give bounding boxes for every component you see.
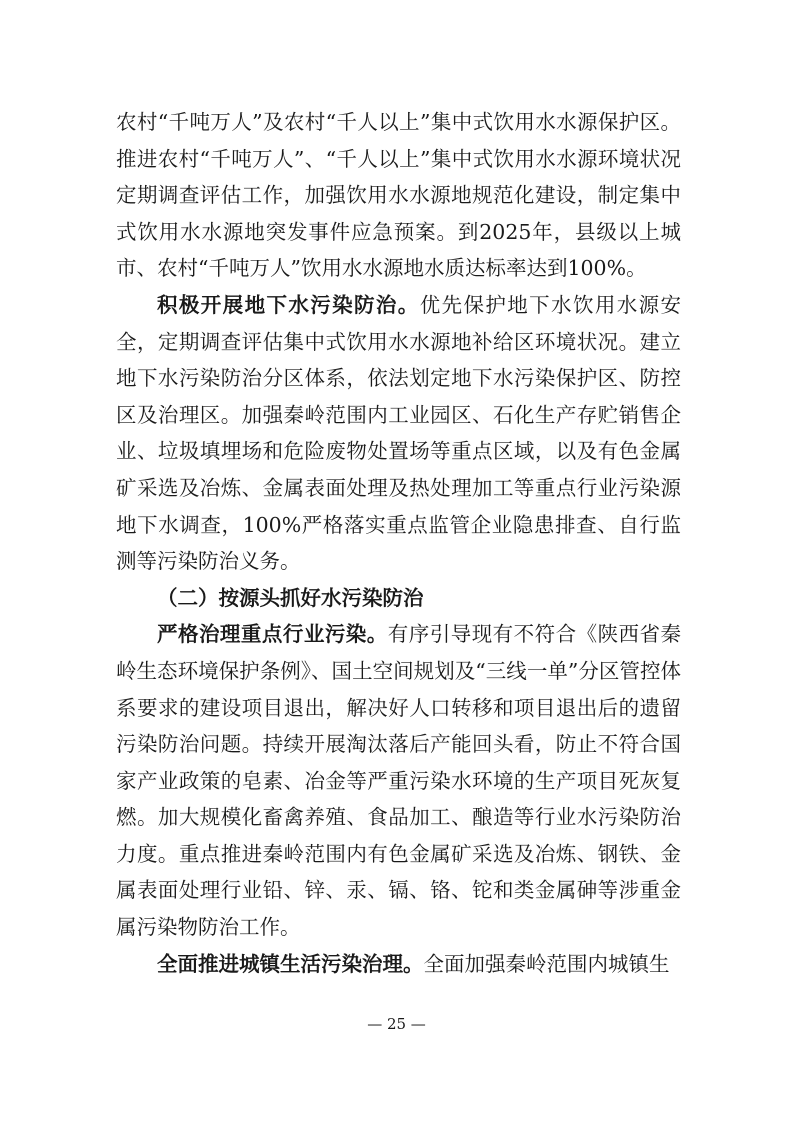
paragraph-2 bbox=[116, 287, 681, 580]
paragraph-1 bbox=[116, 104, 681, 287]
paragraph-4 bbox=[116, 946, 681, 983]
paragraph-3 bbox=[116, 616, 681, 945]
paragraph-3-text: 有序引导现有不符合《陕西省秦岭生态环境保护条例》、国土空间规划及“三线一单”分区管控体系要求的建设项目退出，解决好人口转移和项目退出后的遗留污染防治问题。持续开展淘汰落后产能回头看，防止不符合国家产业政策的皂素、冶金等严重污染水环境的生产项目死灰复燃。加大规模化畜禽养殖、食品加工、酿造等行业水污染防治力度。重点推进秦岭范围内有色金属矿采选及冶炼、钢铁、金属表面处理行业铅、锌、汞、镉、铬、铊和类金属砷等涉重金属污染物防治工作。 bbox=[116, 622, 682, 940]
paragraph-2-text: 优先保护地下水饮用水源安全，定期调查评估集中式饮用水水源地补给区环境状况。建立地下水污染防治分区体系，依法划定地下水污染保护区、防控区及治理区。加强秦岭范围内工业园区、石化生产存贮销售企业、垃圾填埋场和危险废物处置场等重点区域，以及有色金属矿采选及冶炼、金属表面处理及热处理加工等重点行业污染源地下水调查，100%严格落实重点监管企业隐患排查、自行监测等污染防治义务。 bbox=[116, 292, 682, 574]
paragraph-1-text: 农村“千吨万人”及农村“千人以上”集中式饮用水水源保护区。推进农村“千吨万人”、“千人以上”集中式饮用水水源环境状况定期调查评估工作，加强饮用水水源地规范化建设，制定集中式饮用水水源地突发事件应急预案。到2025年，县级以上城市、农村“千吨万人”饮用水水源地水质达标率达到100%。 bbox=[116, 110, 681, 281]
section-heading: （二）按源头抓好水污染防治 bbox=[157, 585, 424, 610]
paragraph-4-heading: 全面推进城镇生活污染治理。 bbox=[157, 951, 424, 976]
paragraph-2-heading: 积极开展地下水污染防治。 bbox=[157, 292, 420, 317]
page-number: — 25 — bbox=[367, 1015, 426, 1033]
paragraph-4-text: 全面加强秦岭范围内城镇生 bbox=[423, 951, 670, 976]
body-text bbox=[116, 104, 681, 982]
paragraph-3-heading: 严格治理重点行业污染。 bbox=[157, 622, 388, 647]
